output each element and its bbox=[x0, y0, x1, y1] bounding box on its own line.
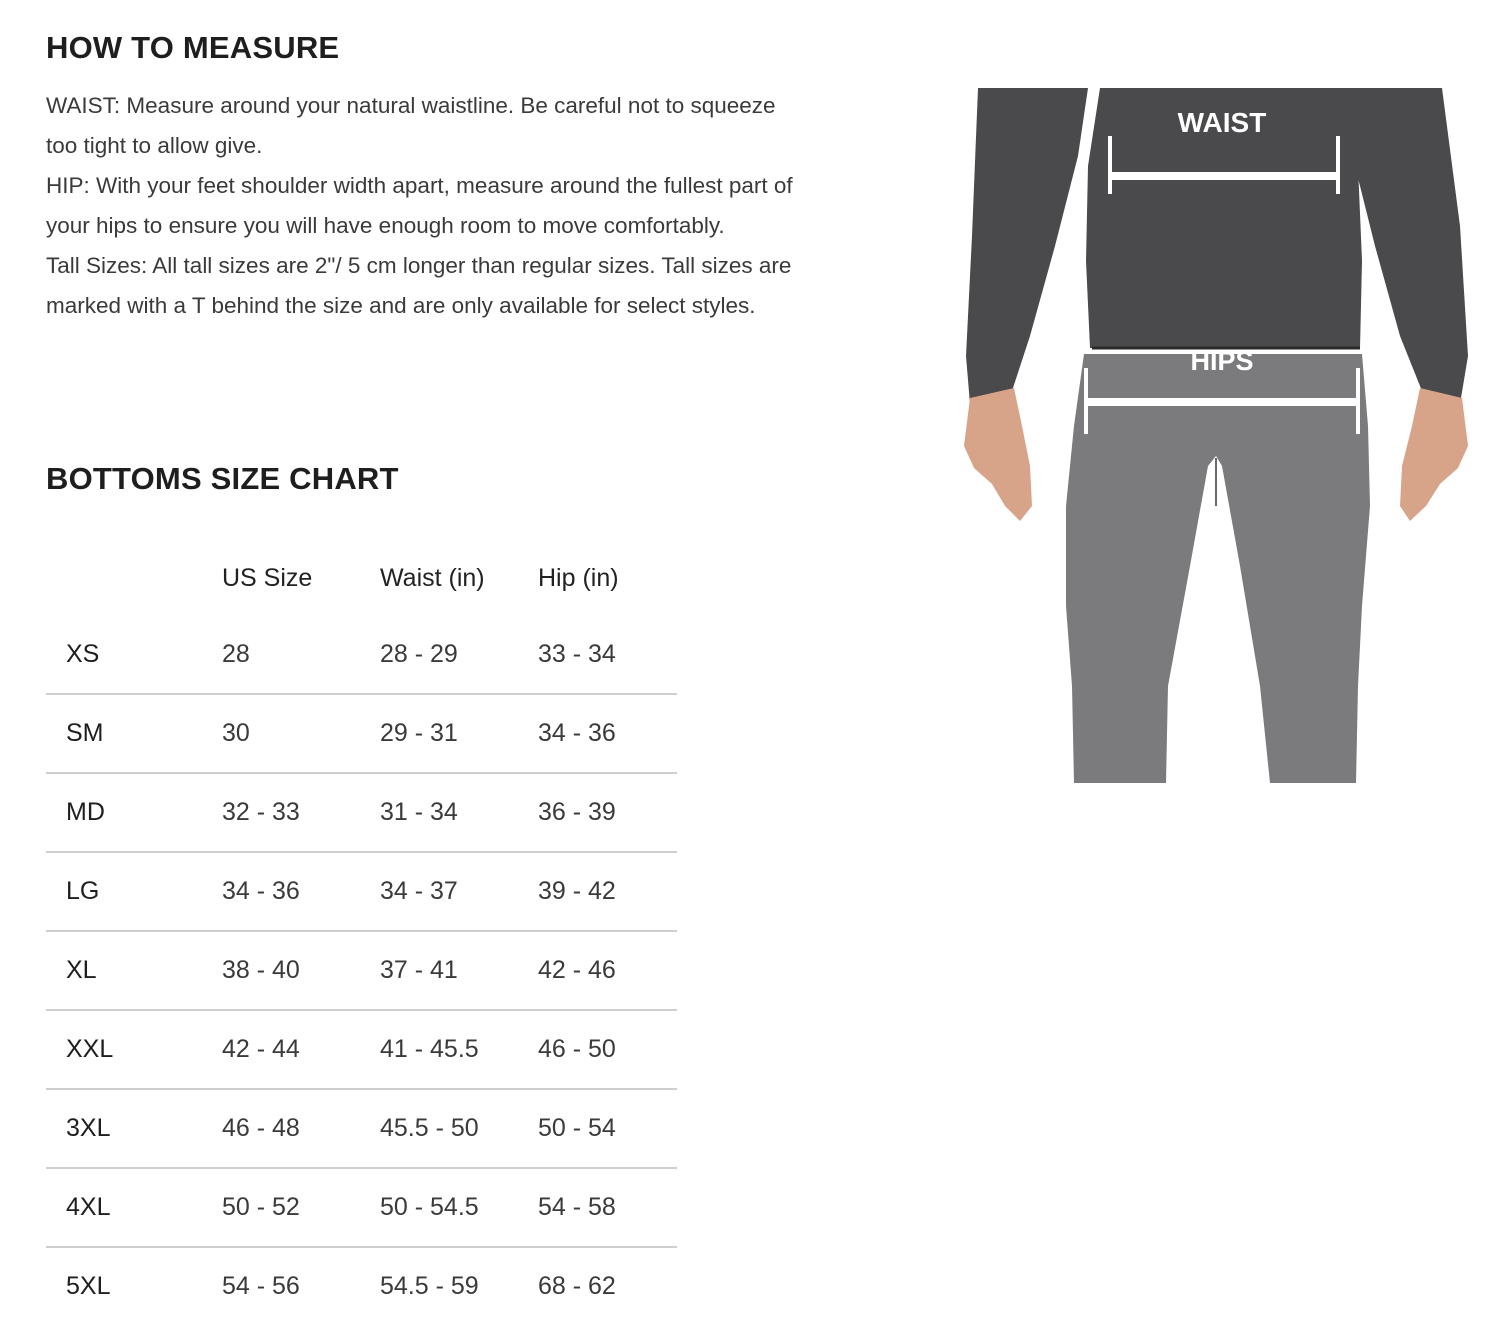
hip-cell: 46 - 50 bbox=[538, 1035, 616, 1063]
us-size-cell: 30 bbox=[222, 719, 250, 747]
table-row bbox=[46, 931, 677, 1010]
waist-cell: 28 - 29 bbox=[380, 640, 458, 668]
waist-cell: 34 - 37 bbox=[380, 877, 458, 905]
table-header-row bbox=[46, 540, 677, 616]
table-row bbox=[46, 1168, 677, 1247]
size-chart-table bbox=[46, 540, 677, 1325]
waist-label: WAIST bbox=[1177, 107, 1267, 138]
waist-cell: 31 - 34 bbox=[380, 798, 458, 826]
us-size-cell: 38 - 40 bbox=[222, 956, 300, 984]
table-row bbox=[46, 1089, 677, 1168]
waist-cell: 45.5 - 50 bbox=[380, 1114, 479, 1142]
hip-cell: 34 - 36 bbox=[538, 719, 616, 747]
us-size-cell: 46 - 48 bbox=[222, 1114, 300, 1142]
header-us-size: US Size bbox=[222, 563, 313, 592]
header-hip: Hip (in) bbox=[538, 563, 619, 592]
waist-cell: 50 - 54.5 bbox=[380, 1193, 479, 1221]
table-row bbox=[46, 1010, 677, 1089]
table-row bbox=[46, 852, 677, 931]
size-cell: 3XL bbox=[66, 1114, 111, 1142]
body-illustration bbox=[960, 86, 1470, 786]
measurement-figure bbox=[960, 86, 1470, 786]
size-cell: XS bbox=[66, 640, 100, 668]
leggings bbox=[1066, 354, 1370, 783]
size-cell: SM bbox=[66, 719, 104, 747]
right-hand bbox=[1400, 388, 1468, 521]
waist-cell: 41 - 45.5 bbox=[380, 1035, 479, 1063]
waist-cell: 29 - 31 bbox=[380, 719, 458, 747]
table-row bbox=[46, 1247, 677, 1325]
how-to-measure-title: HOW TO MEASURE bbox=[46, 30, 340, 65]
us-size-cell: 50 - 52 bbox=[222, 1193, 300, 1221]
hip-cell: 54 - 58 bbox=[538, 1193, 616, 1221]
hip-cell: 68 - 62 bbox=[538, 1272, 616, 1300]
bottoms-size-chart-title: BOTTOMS SIZE CHART bbox=[46, 461, 399, 496]
header-waist: Waist (in) bbox=[380, 563, 485, 592]
size-cell: 5XL bbox=[66, 1272, 111, 1300]
header-size bbox=[46, 540, 222, 616]
hips-label: HIPS bbox=[1190, 346, 1254, 376]
size-cell: 4XL bbox=[66, 1193, 111, 1221]
hip-cell: 42 - 46 bbox=[538, 956, 616, 984]
table-row bbox=[46, 616, 677, 694]
tall-sizes-note: Tall Sizes: All tall sizes are 2"/ 5 cm longer than regular sizes. Tall sizes are marked with a T behind the size and are only available for select styles. bbox=[46, 253, 792, 318]
hip-cell: 36 - 39 bbox=[538, 798, 616, 826]
hip-instruction: HIP: With your feet shoulder width apart, measure around the fullest part of your hips to ensure you will have enough room to move comfortably. bbox=[46, 173, 793, 238]
hip-cell: 50 - 54 bbox=[538, 1114, 616, 1142]
left-hand bbox=[964, 388, 1032, 521]
waist-cell: 37 - 41 bbox=[380, 956, 458, 984]
hip-cell: 39 - 42 bbox=[538, 877, 616, 905]
hip-cell: 33 - 34 bbox=[538, 640, 616, 668]
waist-cell: 54.5 - 59 bbox=[380, 1272, 479, 1300]
size-cell: MD bbox=[66, 798, 105, 826]
size-cell: LG bbox=[66, 877, 100, 905]
measure-instructions bbox=[46, 86, 806, 326]
waist-instruction: WAIST: Measure around your natural waistline. Be careful not to squeeze too tight to allow give. bbox=[46, 93, 776, 158]
table-row bbox=[46, 694, 677, 773]
us-size-cell: 54 - 56 bbox=[222, 1272, 300, 1300]
size-cell: XXL bbox=[66, 1035, 114, 1063]
us-size-cell: 42 - 44 bbox=[222, 1035, 300, 1063]
right-sleeve bbox=[1350, 88, 1468, 404]
left-sleeve bbox=[966, 88, 1088, 404]
us-size-cell: 28 bbox=[222, 640, 250, 668]
us-size-cell: 34 - 36 bbox=[222, 877, 300, 905]
us-size-cell: 32 - 33 bbox=[222, 798, 300, 826]
table-row bbox=[46, 773, 677, 852]
size-cell: XL bbox=[66, 956, 97, 984]
